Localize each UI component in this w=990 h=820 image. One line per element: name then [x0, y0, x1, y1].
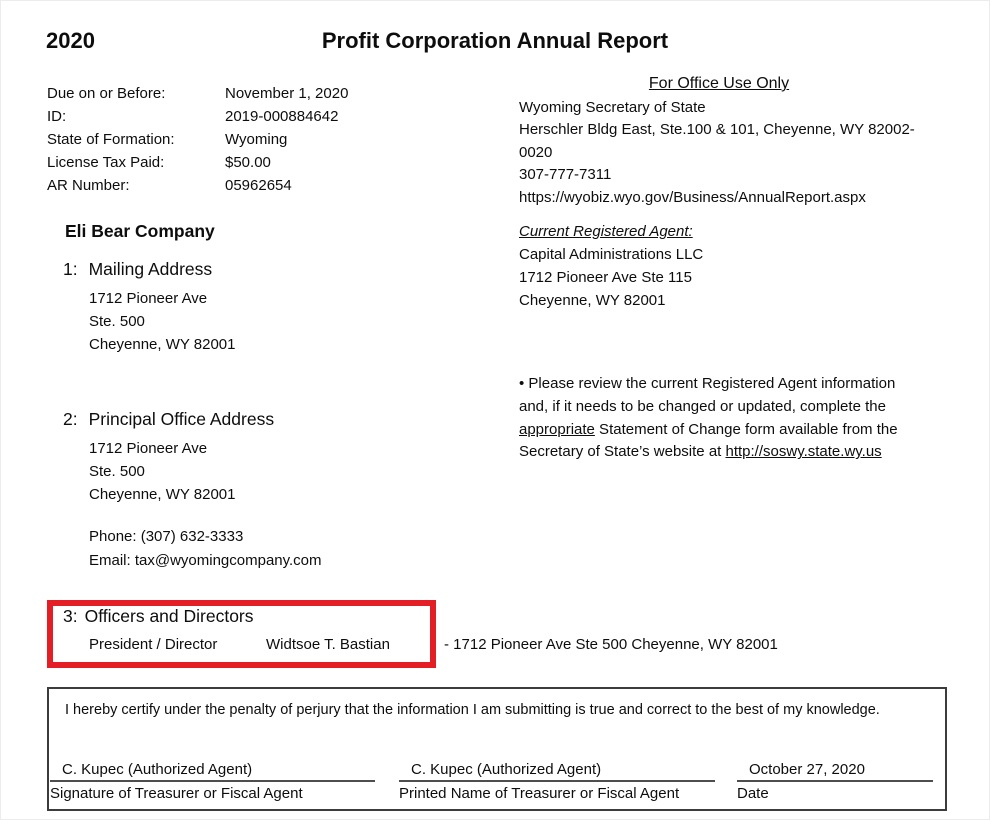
officer-address: - 1712 Pioneer Ave Ste 500 Cheyenne, WY 82001 [444, 636, 778, 653]
filing-value: $50.00 [225, 154, 271, 171]
note-text: Statement of Change form available from the Secretary of State’s website at [519, 420, 898, 461]
note-underlined-word: appropriate [519, 420, 595, 438]
filing-value: November 1, 2020 [225, 85, 349, 102]
office-use-line-agency: Wyoming Secretary of State [519, 98, 706, 116]
signature-value: C. Kupec (Authorized Agent) [50, 761, 375, 782]
office-use-line-phone: 307-777-7311 [519, 166, 612, 183]
section-number: 1: [63, 259, 78, 279]
phone-line: Phone: (307) 632-3333 [89, 528, 244, 545]
email-line: Email: tax@wyomingcompany.com [89, 552, 322, 569]
filing-row-state [47, 128, 348, 151]
filing-row-license-tax [47, 151, 348, 174]
filing-label: Due on or Before: [47, 85, 166, 102]
section-number: 2: [63, 409, 78, 429]
section-number: 3: [63, 606, 78, 626]
agent-address-line: 1712 Pioneer Ave Ste 115 [519, 269, 692, 286]
section-label: Mailing Address [88, 259, 213, 279]
address-line: Cheyenne, WY 82001 [89, 336, 236, 353]
filing-info-block [47, 82, 348, 197]
address-line: 1712 Pioneer Ave [89, 290, 208, 307]
address-line: 1712 Pioneer Ave [89, 440, 208, 457]
filing-label: License Tax Paid: [47, 154, 165, 171]
note-text: • Please review the current Registered Agent information and, if it needs to be changed or updated, complete the [519, 375, 896, 415]
signature-label: Signature of Treasurer or Fiscal Agent [50, 785, 303, 802]
page-title: Profit Corporation Annual Report [321, 28, 669, 53]
report-year: 2020 [46, 28, 95, 53]
filing-value: Wyoming [225, 131, 288, 148]
agent-name: Capital Administrations LLC [519, 246, 704, 263]
section-label: Principal Office Address [88, 409, 275, 429]
section-heading [63, 259, 236, 280]
filing-label: State of Formation: [47, 131, 175, 148]
office-use-line-url: https://wyobiz.wyo.gov/Business/AnnualReport.aspx [519, 188, 866, 206]
date-label: Date [737, 785, 769, 802]
filing-row-ar-number [47, 174, 348, 197]
section-heading [63, 606, 778, 627]
office-use-line-address: Herschler Bldg East, Ste.100 & 101, Cheyenne, WY 82002-0020 [519, 121, 915, 161]
section-heading [63, 409, 322, 430]
certification-box [47, 687, 947, 811]
printed-name-column [399, 761, 715, 802]
certification-statement: I hereby certify under the penalty of perjury that the information I am submitting is true and correct to the best of my knowledge. [65, 702, 880, 718]
registered-agent-note [519, 373, 911, 464]
office-use-heading: For Office Use Only [648, 75, 790, 92]
address-line: Ste. 500 [89, 313, 145, 330]
section-officers-directors [63, 606, 778, 653]
officer-row [89, 636, 778, 653]
section-mailing-address [63, 259, 236, 356]
agent-address-line: Cheyenne, WY 82001 [519, 292, 666, 309]
principal-office-lines [89, 437, 322, 506]
contact-block [89, 525, 322, 573]
officer-title: President / Director [89, 636, 218, 653]
filing-label: ID: [47, 108, 67, 125]
printed-name-label: Printed Name of Treasurer or Fiscal Agent [399, 785, 680, 802]
section-principal-office [63, 409, 322, 573]
filing-value: 05962654 [225, 177, 292, 194]
date-value: October 27, 2020 [737, 761, 933, 782]
office-use-block [519, 73, 919, 209]
section-label: Officers and Directors [84, 606, 254, 626]
printed-name-value: C. Kupec (Authorized Agent) [399, 761, 715, 782]
signature-column [50, 761, 375, 802]
mailing-address-lines [89, 287, 236, 356]
filing-value: 2019-000884642 [225, 108, 339, 125]
filing-row-due-date [47, 82, 348, 105]
address-line: Cheyenne, WY 82001 [89, 486, 236, 503]
registered-agent-heading: Current Registered Agent: [519, 223, 693, 240]
officer-name: Widtsoe T. Bastian [266, 636, 390, 653]
company-name: Eli Bear Company [65, 221, 215, 241]
address-line: Ste. 500 [89, 463, 145, 480]
filing-row-id [47, 105, 348, 128]
registered-agent-block [519, 220, 703, 312]
date-column [737, 761, 933, 802]
sos-website-url: http://soswy.state.wy.us [725, 443, 882, 461]
filing-label: AR Number: [47, 177, 130, 194]
